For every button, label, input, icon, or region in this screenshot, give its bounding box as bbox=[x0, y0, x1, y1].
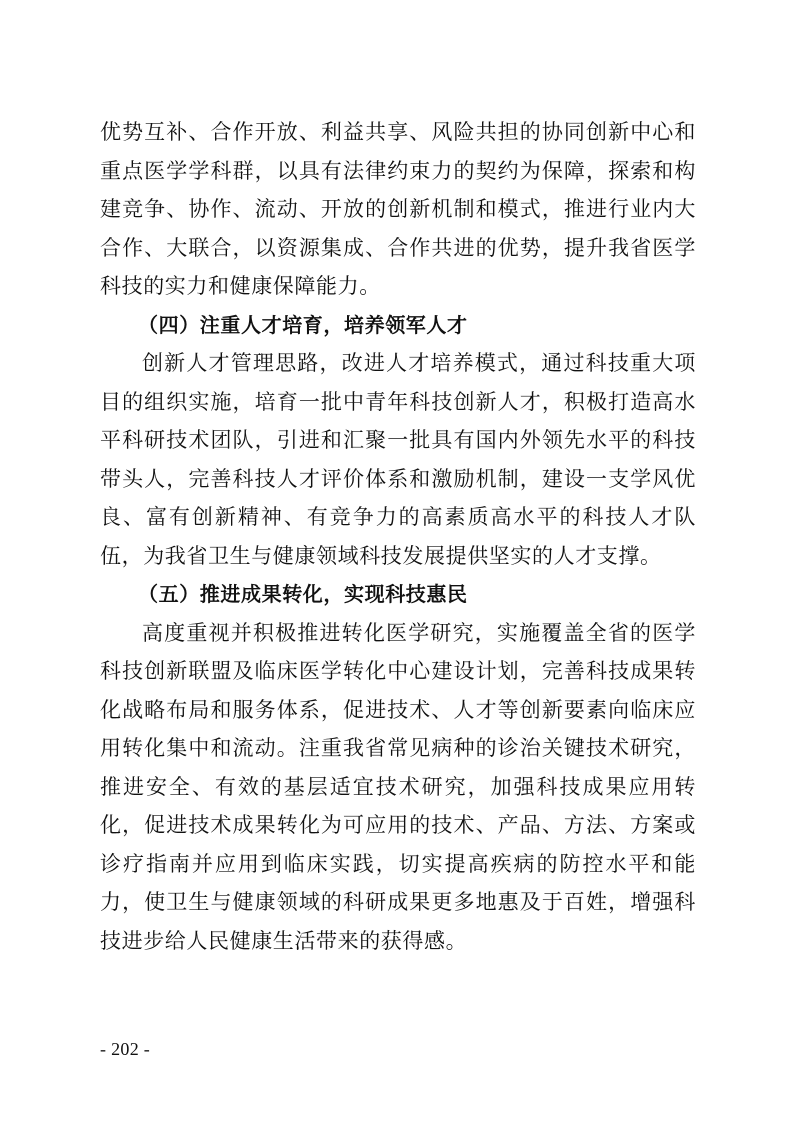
page-number: - 202 - bbox=[100, 1039, 151, 1059]
paragraph-translation: 高度重视并积极推进转化医学研究，实施覆盖全省的医学科技创新联盟及临床医学转化中心建设计划，完善科技成果转化战略布局和服务体系，促进技术、人才等创新要素向临床应用转化集中和流动。注重我省常见病种的诊治关键技术研究，推进安全、有效的基层适宜技术研究，加强科技成果应用转化，促进技术成果转化为可应用的技术、产品、方法、方案或诊疗指南并应用到临床实践，切实提高疾病的防控水平和能力，使卫生与健康领域的科研成果更多地惠及于百姓，增强科技进步给人民健康生活带来的获得感。 bbox=[100, 620, 696, 953]
document-body bbox=[100, 113, 696, 960]
section-heading-5: （五）推进成果转化，实现科技惠民 bbox=[138, 582, 468, 606]
paragraph-talent: 创新人才管理思路，改进人才培养模式，通过科技重大项目的组织实施，培育一批中青年科技创新人才，积极打造高水平科研技术团队，引进和汇聚一批具有国内外领先水平的科技带头人，完善科技人才评价体系和激励机制，建设一支学风优良、富有创新精神、有竞争力的高素质高水平的科技人才队伍，为我省卫生与健康领域科技发展提供坚实的人才支撑。 bbox=[100, 351, 696, 568]
paragraph-continuation: 优势互补、合作开放、利益共享、风险共担的协同创新中心和重点医学学科群，以具有法律约束力的契约为保障，探索和构建竞争、协作、流动、开放的创新机制和模式，推进行业内大合作、大联合，以资源集成、合作共进的优势，提升我省医学科技的实力和健康保障能力。 bbox=[100, 120, 696, 298]
section-heading-4: （四）注重人才培育，培养领军人才 bbox=[138, 312, 468, 337]
